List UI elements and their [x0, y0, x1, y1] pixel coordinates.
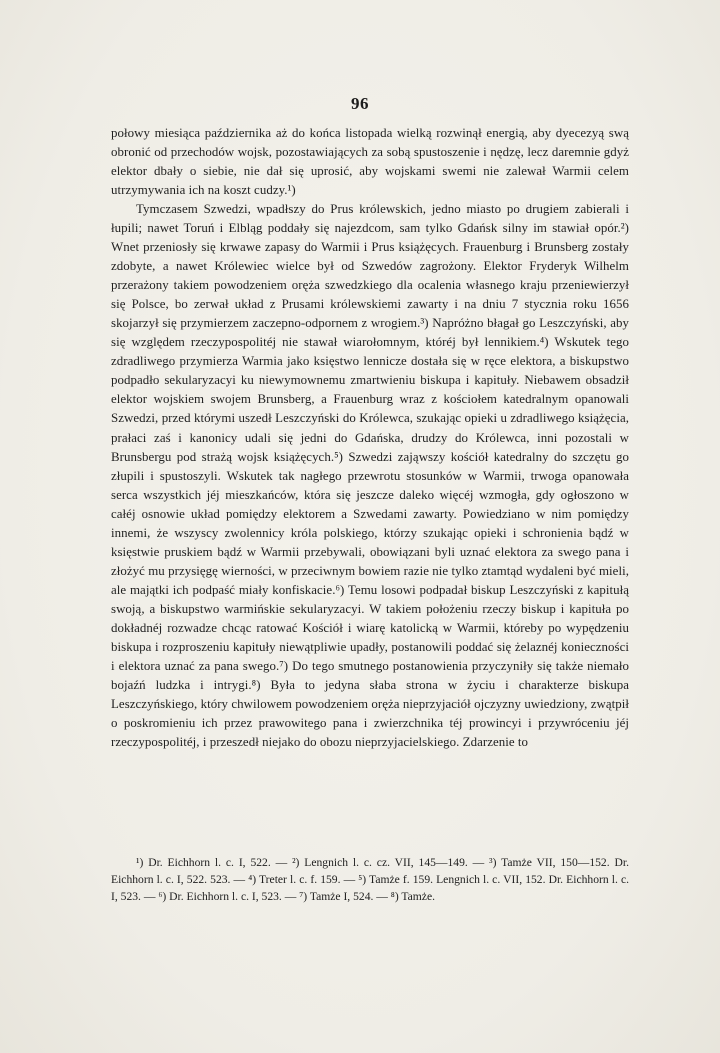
footnotes: ¹) Dr. Eichhorn l. c. I, 522. — ²) Lengnich l. c. cz. VII, 145—149. — ³) Tamże VII, 150—152. Dr. Eichhorn l. c. I, 522. 523. — ⁴) Treter l. c. f. 159. — ⁵) Tamże f. 159. Lengnich l. c. VII, 152. Dr. Eichhorn l. c. I, 523. — ⁶) Dr. Eichhorn l. c. I, 523. — ⁷) Tamże I, 524. — ⁸) Tamże. [111, 856, 629, 903]
body-text [111, 124, 629, 752]
paragraph-1: połowy miesiąca października aż do końca listopada wielką rozwinął energią, aby dyecezyą swą obronić od przechodów wojsk, pozostawiających za sobą spustoszenie i nędzę, lecz daremnie gdyż elektor dbały o siebie, nie dał się uprosić, aby wojskami swemi nie zalewał Warmii celem utrzymywania ich na koszt cudzy.¹) [111, 126, 629, 198]
page-number: 96 [351, 94, 369, 113]
paragraph-2: Tymczasem Szwedzi, wpadłszy do Prus królewskich, jedno miasto po drugiem zabierali i łupili; nawet Toruń i Elbląg poddały się najezdcom, sam tylko Gdańsk silny im stawiał opór.²) Wnet przeniosły się krwawe zapasy do Warmii i Prus książęcych. Frauenburg i Brunsberg zostały zdobyte, a nawet Królewiec wielce był od Szwedów zagrożony. Elektor Fryderyk Wilhelm przerażony takiem powodzeniem oręża szwedzkiego dla ocalenia własnego kraju przeniewierzył się Polsce, bo zerwał układ z Prusami królewskiemi zawarty i na dniu 7 stycznia roku 1656 skojarzył się przymierzem zaczepno-odpornem z wrogiem.³) Napróżno błagał go Leszczyński, aby się względem rzeczypospolitéj nie stawał wiarołomnym, któréj był lennikiem.⁴) Wskutek tego zdradliwego przymierza Warmia jako księstwo lennicze dostała się w ręce elektora, a biskupstwo podpadło sekularyzacyi ku niewymownemu zmartwieniu biskupa i kapituły. Niebawem obsadził elektor wojskiem swojem Brunsberg, a Frauenburg wraz z kościołem katedralnym opanowali Szwedzi, przed którymi uszedł Leszczyński do Królewca, szukając opieki u zdradliwego książęcia, prałaci zaś i kanonicy udali się jedni do Gdańska, drudzy do Królewca, inni pozostali w Brunsbergu pod strażą wojsk książęcych.⁵) Szwedzi zająwszy kościół katedralny do szczętu go złupili i spustoszyli. Wskutek tak nagłego przewrotu stosunków w Warmii, trwoga opanowała serca wszystkich jéj mieszkańców, która się jeszcze daleko więcéj wzmogła, gdy ogłoszono w całéj osnowie układ pomiędzy elektorem a Szwedami zawarty. Powiedziano w nim pomiędzy innemi, że wszyscy zwolennicy króla polskiego, którzy szukając opieki i schronienia bądź w księstwie pruskiem bądź w Warmii przebywali, obowiązani byli uznać elektora za swego pana i złożyć mu przysięgę wierności, w przeciwnym bowiem razie nie tylko ztamtąd wydaleni być mieli, ale majątki ich podpaść miały konfiskacie.⁶) Temu losowi podpadał biskup Leszczyński z kapitułą swoją, a biskupstwo warmińskie sekularyzacyi. W takiem położeniu rzeczy biskup i kapituła po dokładnéj rozwadze chcąc ratować Kościół i wiarę katolicką w Warmii, któreby po wypędzeniu biskupa i rozproszeniu kapituły niewątpliwie upadły, postanowili poddać się żelaznéj konieczności i elektora uznać za pana swego.⁷) Do tego smutnego postanowienia przyczyniły się także niemało bojaźń ludzka i intrygi.⁸) Była to jedyna słaba strona w życiu i charakterze biskupa Leszczyńskiego, który chwilowem powodzeniem oręża nieprzyjaciół ojczyzny uwiedziony, zwątpił o poskromieniu ich przez prawowitego pana i zwierzchnika téj prowincyi i przywróceniu jéj rzeczypospolitéj, i przeszedł niejako do obozu nieprzyjacielskiego. Zdarzenie to [111, 202, 629, 749]
